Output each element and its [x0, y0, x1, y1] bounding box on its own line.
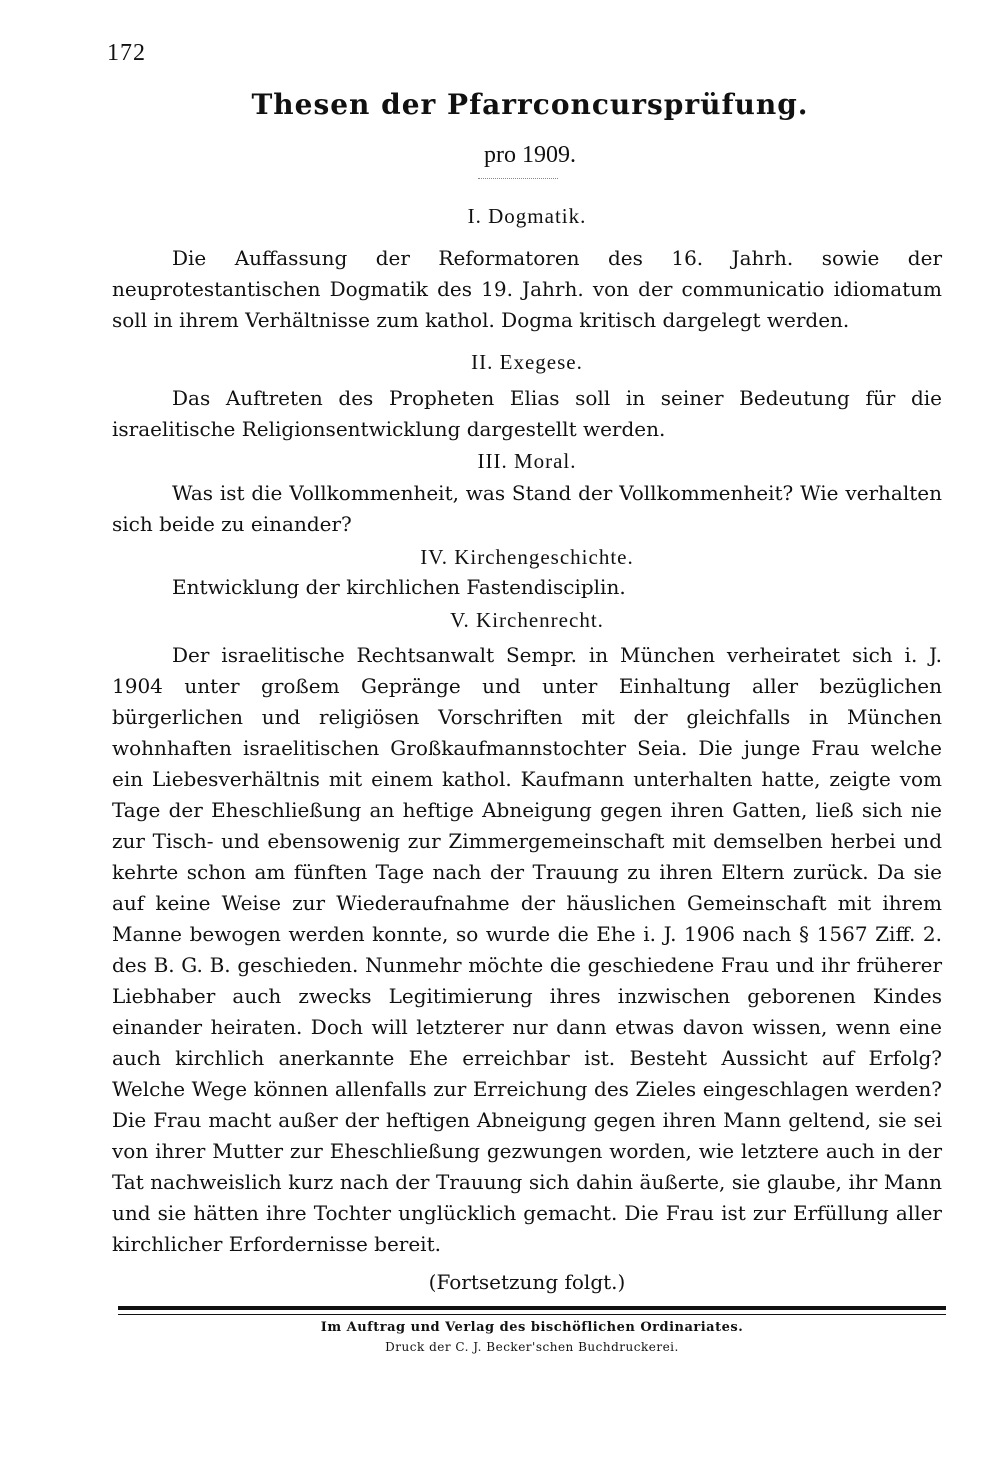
heading-exegese: II. Exegese.: [471, 350, 583, 374]
heading-moral: III. Moral.: [477, 449, 577, 473]
page-title: Thesen der Pfarrconcursprüfung.: [251, 88, 809, 121]
paragraph-exegese: Das Auftreten des Propheten Elias soll in seiner Bedeutung für die israelitische Religionsentwicklung dargestellt werden.: [112, 386, 942, 441]
ornament-divider: [478, 178, 558, 181]
imprint-printer: Druck der C. J. Becker'schen Buchdruckerei.: [385, 1340, 679, 1354]
paragraph-moral: Was ist die Vollkommenheit, was Stand der Vollkommenheit? Wie verhalten sich beide zu einander?: [112, 481, 942, 536]
page-subtitle: pro 1909.: [484, 142, 576, 168]
paragraph-dogmatik: Die Auffassung der Reformatoren des 16. Jahrh. sowie der neuprotestantischen Dogmatik des 19. Jahrh. von der communicatio idiomatum soll in ihrem Verhältnisse zum kathol. Dogma kritisch dargelegt werden.: [112, 246, 942, 332]
continuation-note: (Fortsetzung folgt.): [428, 1270, 626, 1294]
footer-rule: [118, 1306, 946, 1310]
footer-rule-thin: [118, 1314, 946, 1315]
page-number: 172: [107, 40, 146, 66]
imprint-publisher: Im Auftrag und Verlag des bischöflichen Ordinariates.: [320, 1320, 744, 1335]
heading-dogmatik: I. Dogmatik.: [467, 204, 587, 228]
paragraph-kirchengeschichte: Entwicklung der kirchlichen Fastendisciplin.: [172, 575, 626, 599]
heading-kirchenrecht: V. Kirchenrecht.: [450, 608, 604, 632]
paragraph-kirchenrecht: Der israelitische Rechtsanwalt Sempr. in München verheiratet sich i. J. 1904 unter großem Gepränge und unter Einhaltung aller bezüglichen bürgerlichen und religiösen Vorschriften mit der gleichfalls in München wohnhaften israelitischen Großkaufmannstochter Seia. Die junge Frau welche ein Liebesverhältnis mit einem kathol. Kaufmann unterhalten hatte, zeigte vom Tage der Eheschließung an heftige Abneigung gegen ihren Gatten, ließ sich nie zur Tisch- und ebensowenig zur Zimmergemeinschaft mit demselben herbei und kehrte schon am fünften Tage nach der Trauung zu ihren Eltern zurück. Da sie auf keine Weise zur Wiederaufnahme der häuslichen Gemeinschaft mit ihrem Manne bewogen werden konnte, so wurde die Ehe i. J. 1906 nach § 1567 Ziff. 2. des B. G. B. geschieden. Nunmehr möchte die geschiedene Frau und ihr früherer Liebhaber auch zwecks Legitimierung ihres inzwischen geborenen Kindes einander heiraten. Doch will letzterer nur dann etwas davon wissen, wenn eine auch kirchlich anerkannte Ehe erreichbar ist. Besteht Aussicht auf Erfolg? Welche Wege können allenfalls zur Erreichung des Zieles eingeschlagen werden? Die Frau macht außer der heftigen Abneigung gegen ihren Mann geltend, sie sei von ihrer Mutter zur Eheschließung gezwungen worden, wie letztere auch in der Tat nachweislich kurz nach der Trauung sich dahin äußerte, sie glaube, ihr Mann und sie hätten ihre Tochter unglücklich gemacht. Die Frau ist zur Erfüllung aller kirchlicher Erfordernisse bereit.: [112, 643, 942, 1256]
heading-kirchengeschichte: IV. Kirchengeschichte.: [420, 545, 634, 569]
